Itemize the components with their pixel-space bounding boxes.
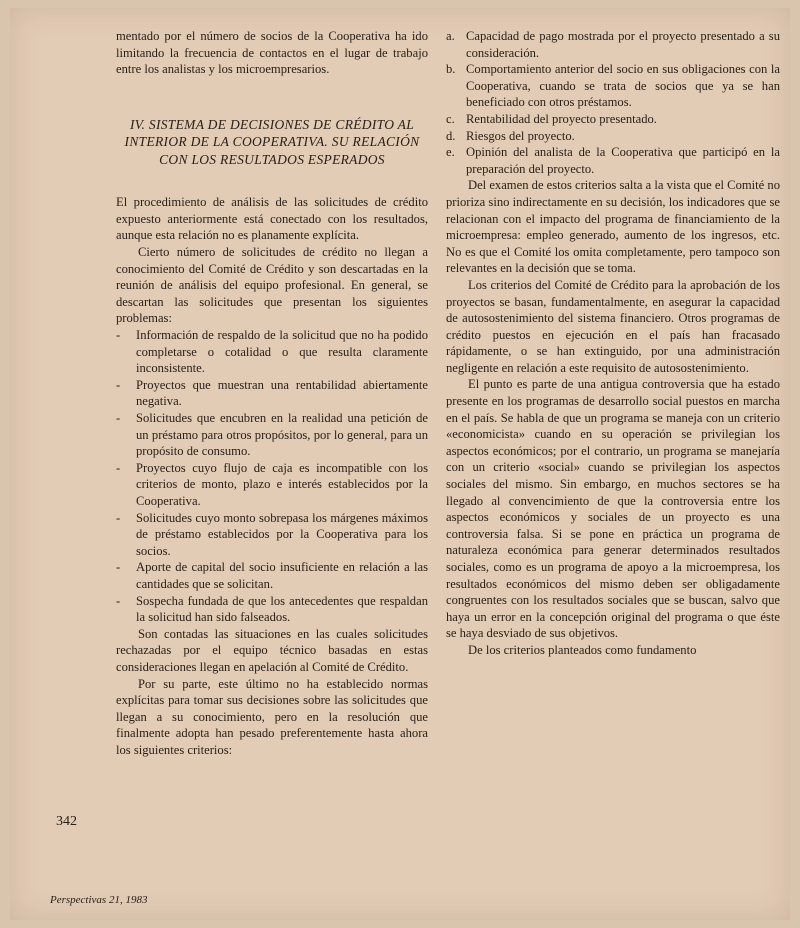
- body-paragraph: Los criterios del Comité de Crédito para la aprobación de los proyectos se basan, fundamentalmente, en asegurar la capacidad de autosostenimiento del sistema financiero. Otros programas de crédito puestos en ejecución en el país han fracasado rápidamente, o se han extinguido, por una administración negligente en relación a este requisito de autosostenimiento.: [446, 277, 780, 375]
- body-paragraph: Del examen de estos criterios salta a la vista que el Comité no prioriza sino indirectamente en su decisión, los indicadores que se relacionan con el impacto del programa de financiamiento de la microempresa: empleo generado, aumento de los ingresos, etc. No es que el Comité los omita completamente, pero tampoco son relevantes en la decisión que se toma.: [446, 178, 780, 276]
- list-item: - Proyectos que muestran una rentabilidad abiertamente negativa.: [116, 377, 428, 409]
- body-paragraph: Son contadas las situaciones en las cuales solicitudes rechazadas por el equipo técnico basadas en estas consideraciones llegan en apelación al Comité de Crédito.: [116, 626, 428, 674]
- list-item: - Aporte de capital del socio insuficiente en relación a las cantidades que se solicitan.: [116, 560, 428, 591]
- criteria-item: b. Comportamiento anterior del socio en sus obligaciones con la Cooperativa, cuando se trata de socios que ya se han beneficiado con otros préstamos.: [446, 62, 780, 110]
- list-item: - Información de respaldo de la solicitud que no ha podido completarse o cotalidad o que resulta claramente inconsistente.: [116, 328, 428, 376]
- list-item: - Solicitudes que encubren en la realidad una petición de un préstamo para otros propósitos, por lo general, para un propósito de consumo.: [116, 411, 428, 459]
- list-item: - Sospecha fundada de que los antecedentes que respaldan la solicitud han sido falseados.: [116, 593, 428, 625]
- body-paragraph: El punto es parte de una antigua controversia que ha estado presente en los programas de desarrollo social puestos en marcha en el país. Se habla de que un programa se maneja con un criterio «economicista» cuando en su operación se privilegian los aspectos económicos; por el contrario, un programa se manejaría con un criterio «social» cuando se privilegian los aspectos sociales del mismo. Sin embargo, en muchos sectores se ha llegado al convencimiento de que la controversia entre los aspectos económicos y sociales de un proyecto es una controversia falsa. Si se pone en práctica un programa de naturaleza económica para generar determinados resultados sociales, como es un programa de apoyo a la microempresa, los resultados económicos del mismo deben ser obligadamente congruentes con los resultados sociales que se buscan, salvo que haya un error en la concepción original del programa o que éste se haya desviado de sus objetivos.: [446, 377, 780, 641]
- page-number: 342: [56, 814, 77, 829]
- body-paragraph: De los criterios planteados como fundamento: [468, 642, 697, 657]
- left-column: [116, 28, 428, 758]
- list-item: - Solicitudes cuyo monto sobrepasa los márgenes máximos de préstamo establecidos por la Cooperativa para los socios.: [116, 510, 428, 558]
- criteria-item: c. Rentabilidad del proyecto presentado.: [446, 111, 657, 126]
- criteria-item: e. Opinión del analista de la Cooperativa que participó en la preparación del proyecto.: [446, 145, 780, 176]
- body-paragraph: El procedimiento de análisis de las solicitudes de crédito expuesto anteriormente está conectado con los resultados, aunque esta relación no es planamente explícita.: [116, 195, 428, 243]
- list-item: - Proyectos cuyo flujo de caja es incompatible con los criterios de monto, plazo e interés establecidos por la Cooperativa.: [116, 460, 428, 508]
- section-heading: IV. SISTEMA DE DECISIONES DE CRÉDITO AL INTERIOR DE LA COOPERATIVA. SU RELACIÓN CON LOS RESULTADOS ESPERADOS: [124, 116, 420, 167]
- right-column: [446, 28, 780, 659]
- body-paragraph: Cierto número de solicitudes de crédito no llegan a conocimiento del Comité de Crédito y son descartadas en la reunión de análisis del equipo profesional. En general, se descartan las solicitudes que presentan los siguientes problemas:: [116, 245, 428, 326]
- criteria-list: [446, 28, 780, 177]
- criteria-item: d. Riesgos del proyecto.: [446, 128, 575, 143]
- document-page: [10, 8, 790, 920]
- page-footer: Perspectivas 21, 1983: [50, 894, 148, 906]
- body-paragraph: Por su parte, este último no ha establecido normas explícitas para tomar sus decisiones sobre las solicitudes que llegan a su conocimiento, pero en la resolución que finalmente adopta han pesado preferentemente hasta ahora los siguientes criterios:: [116, 676, 428, 757]
- problem-list: [116, 327, 428, 626]
- continuation-paragraph: mentado por el número de socios de la Cooperativa ha ido limitando la frecuencia de contactos en el lugar de trabajo entre los analistas y los microempresarios.: [116, 29, 428, 77]
- criteria-item: a. Capacidad de pago mostrada por el proyecto presentado a su consideración.: [446, 29, 780, 60]
